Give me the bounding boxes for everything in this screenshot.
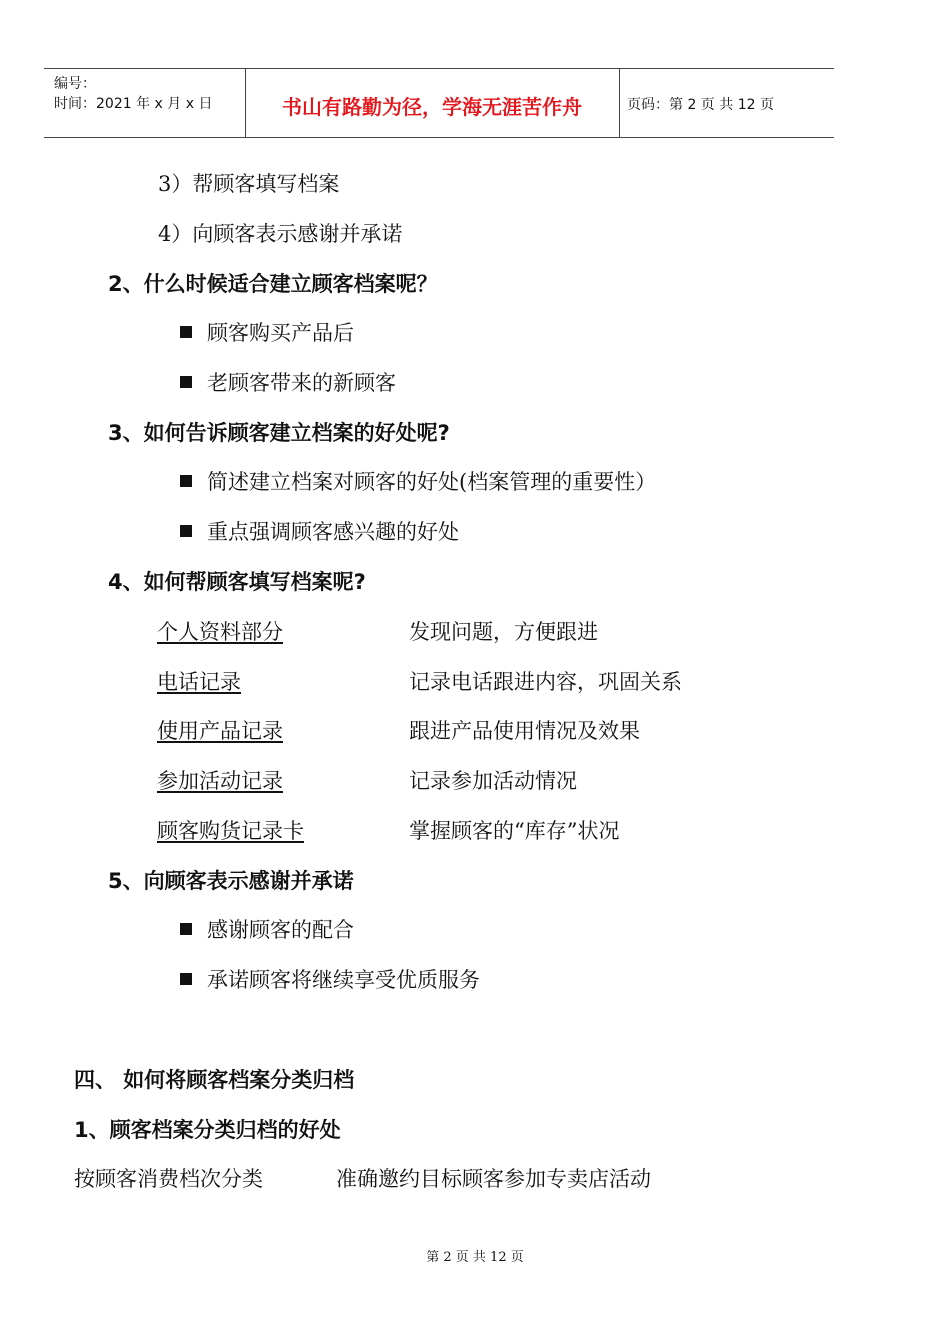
page-info: 页码：第 2 页 共 12 页 [627,97,774,113]
step-3: 3）帮顾客填写档案 [158,172,340,196]
q4-title: 4、如何帮顾客填写档案呢? [108,570,366,594]
list-item: 重点强调顾客感兴趣的好处 [180,518,459,546]
record-desc: 记录电话跟进内容，巩固关系 [409,670,682,694]
page-header [44,68,834,138]
record-item-personal: 个人资料部分 [157,620,283,644]
record-desc: 跟进产品使用情况及效果 [409,719,640,743]
q5-title: 5、向顾客表示感谢并承诺 [108,869,354,893]
record-item-phone: 电话记录 [157,670,241,694]
square-bullet-icon [180,475,192,487]
list-item: 简述建立档案对顾客的好处(档案管理的重要性） [180,468,656,496]
record-item-purchase-card: 顾客购货记录卡 [157,819,304,843]
header-meta-cell [44,69,246,137]
list-item: 承诺顾客将继续享受优质服务 [180,966,480,994]
list-item: 老顾客带来的新顾客 [180,369,396,397]
classification-benefit: 准确邀约目标顾客参加专卖店活动 [336,1167,651,1191]
page-footer: 第 2 页 共 12 页 [426,1250,524,1265]
square-bullet-icon [180,973,192,985]
list-item: 感谢顾客的配合 [180,916,354,944]
list-item: 顾客购买产品后 [180,319,354,347]
record-item-product: 使用产品记录 [157,719,283,743]
classification-label: 按顾客消费档次分类 [74,1167,263,1191]
motto: 书山有路勤为径，学海无涯苦作舟 [282,95,582,119]
header-page-cell [619,69,834,137]
record-item-activity: 参加活动记录 [157,769,283,793]
record-desc: 掌握顾客的“库存”状况 [409,819,620,843]
header-motto-cell [245,69,620,137]
q3-title: 3、如何告诉顾客建立档案的好处呢? [108,421,450,445]
record-desc: 发现问题，方便跟进 [409,620,598,644]
square-bullet-icon [180,525,192,537]
number-label: 编号： [54,76,96,92]
square-bullet-icon [180,326,192,338]
section-4-title: 四、 如何将顾客档案分类归档 [74,1068,355,1092]
square-bullet-icon [180,923,192,935]
time-label: 时间：2021 年 x 月 x 日 [54,96,213,112]
q2-title: 2、什么时候适合建立顾客档案呢？ [108,272,438,296]
square-bullet-icon [180,376,192,388]
record-desc: 记录参加活动情况 [409,769,577,793]
step-4: 4）向顾客表示感谢并承诺 [158,222,403,246]
section-4-sub1-title: 1、顾客档案分类归档的好处 [74,1118,341,1142]
